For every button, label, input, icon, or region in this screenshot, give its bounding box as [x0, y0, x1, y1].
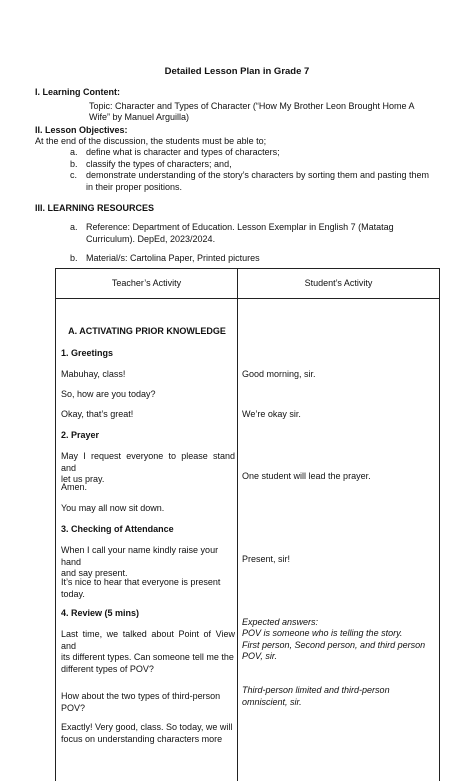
attendance-heading: 3. Checking of Attendance — [61, 524, 235, 536]
objectives-list — [70, 147, 450, 193]
topic-line-2: Wife” by Manuel Arguilla) — [89, 112, 189, 124]
teacher-greeting: Mabuhay, class! — [61, 369, 235, 381]
resources-heading: III. LEARNING RESOURCES — [35, 203, 154, 215]
objective-item: b. classify the types of characters; and, — [70, 159, 450, 171]
lesson-activity-table — [55, 268, 440, 781]
teacher-prayer-request: May I request everyone to please stand and let us pray. — [61, 451, 235, 486]
resource-item-reference: a. Reference: Department of Education. Lesson Exemplar in English 7 (Matatag Curriculum). DepEd, 2023/2024. — [70, 222, 450, 245]
review-heading: 4. Review (5 mins) — [61, 608, 235, 620]
teacher-how-are-you: So, how are you today? — [61, 389, 235, 401]
student-greeting: Good morning, sir. — [242, 369, 428, 381]
activity-body — [56, 299, 439, 781]
greetings-heading: 1. Greetings — [61, 348, 235, 360]
student-okay: We’re okay sir. — [242, 409, 428, 421]
learning-content-heading: I. Learning Content: — [35, 87, 120, 99]
student-present: Present, sir! — [242, 554, 428, 566]
student-expected-answers-label: Expected answers: — [242, 617, 428, 629]
student-lead-prayer: One student will lead the prayer. — [242, 471, 428, 483]
column-divider — [237, 299, 238, 781]
teacher-attendance-remark: It’s nice to hear that everyone is present today. — [61, 577, 235, 600]
teacher-thats-great: Okay, that’s great! — [61, 409, 235, 421]
section-a-heading: A. ACTIVATING PRIOR KNOWLEDGE — [56, 326, 238, 338]
teacher-activity-header: Teacher’s Activity — [56, 269, 238, 299]
student-pov-answer: POV is someone who is telling the story. First person, Second person, and third person POV, sir. — [242, 628, 428, 663]
prayer-heading: 2. Prayer — [61, 430, 235, 442]
student-third-person-answer: Third-person limited and third-person omniscient, sir. — [242, 685, 428, 708]
resource-item-materials: b. Material/s: Cartolina Paper, Printed pictures — [70, 253, 450, 265]
teacher-sit-down: You may all now sit down. — [61, 503, 235, 515]
objective-item: c. demonstrate understanding of the story’s characters by sorting them and pasting them in their proper positions. — [70, 170, 450, 193]
objective-item: a. define what is character and types of characters; — [70, 147, 450, 159]
document-title: Detailed Lesson Plan in Grade 7 — [0, 66, 474, 78]
teacher-amen: Amen. — [61, 482, 235, 494]
topic-line-1: Topic: Character and Types of Character (“How My Brother Leon Brought Home A — [89, 101, 415, 113]
student-activity-header: Student’s Activity — [238, 269, 440, 299]
teacher-review-question: Last time, we talked about Point of View and its different types. Can someone tell me the different types of POV? — [61, 629, 235, 675]
table-row — [56, 299, 440, 781]
teacher-closing-remark: Exactly! Very good, class. So today, we will focus on understanding characters more — [61, 722, 235, 745]
objectives-heading: II. Lesson Objectives: — [35, 125, 128, 137]
teacher-third-person-question: How about the two types of third-person POV? — [61, 691, 235, 714]
teacher-attendance-instruction: When I call your name kindly raise your hand and say present. — [61, 545, 235, 580]
table-header-row — [56, 269, 440, 299]
objectives-intro: At the end of the discussion, the students must be able to; — [35, 136, 266, 148]
